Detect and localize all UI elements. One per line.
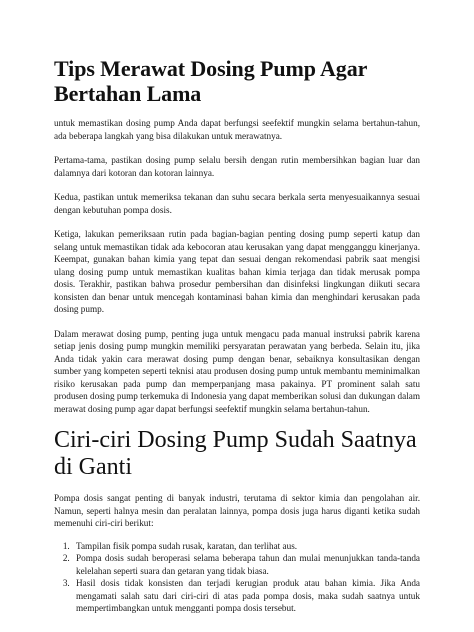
section-intro: Pompa dosis sangat penting di banyak industri, terutama di sektor kimia dan pengolahan air. Namun, seperti halnya mesin dan peralatan lainnya, pompa dosis juga harus diganti ketika sudah memenuhi ciri-ciri berikut:	[54, 493, 420, 528]
paragraph-second: Kedua, pastikan untuk memeriksa tekanan dan suhu secara berkala serta menyesuaikannya sesuai dengan kebutuhan pompa dosis.	[54, 192, 420, 215]
section-title: Ciri-ciri Dosing Pump Sudah Saatnya di Ganti	[54, 427, 417, 480]
article-title: Tips Merawat Dosing Pump Agar Bertahan Lama	[54, 56, 367, 106]
signs-list	[54, 540, 420, 615]
list-item: 1. Tampilan fisik pompa sudah rusak, karatan, dan terlihat aus.	[72, 540, 420, 553]
paragraph-manual: Dalam merawat dosing pump, penting juga untuk mengacu pada manual instruksi pabrik karena setiap jenis dosing pump mungkin memiliki persyaratan perawatan yang berbeda. Selain itu, jika Anda tidak yakin cara merawat dosing pump dengan benar, sebaiknya konsultasikan dengan sumber yang kompeten seperti teknisi atau produsen dosing pump untuk membantu meminimalkan risiko kerusakan pada pump dan memperpanjang masa pakainya. PT prominent salah satu produsen dosing pump terkemuka di Indonesia yang dapat memberikan solusi dan dukungan dalam merawat dosing pump agar dapat berfungsi seefektif mungkin selama bertahun-tahun.	[54, 328, 420, 414]
list-item: 3. Hasil dosis tidak konsisten dan terjadi kerugian produk atau bahan kimia. Jika Anda mengamati salah satu dari ciri-ciri di atas pada pompa dosis, maka sudah saatnya untuk mempertimbangkan untuk mengganti pompa dosis tersebut.	[72, 577, 420, 615]
list-item: 2. Pompa dosis sudah beroperasi selama beberapa tahun dan mulai menunjukkan tanda-tanda kelelahan seperti suara dan getaran yang tidak biasa.	[72, 552, 420, 577]
document-page	[54, 56, 420, 615]
paragraph-first: Pertama-tama, pastikan dosing pump selalu bersih dengan rutin membersihkan bagian luar dan dalamnya dari kotoran dan kotoran lainnya.	[54, 155, 420, 178]
paragraph-intro: untuk memastikan dosing pump Anda dapat berfungsi seefektif mungkin selama bertahun-tahun, ada beberapa langkah yang bisa dilakukan untuk merawatnya.	[54, 118, 420, 141]
paragraph-third: Ketiga, lakukan pemeriksaan rutin pada bagian-bagian penting dosing pump seperti katup dan selang untuk memastikan tidak ada kebocoran atau kerusakan yang dapat mengganggu kinerjanya. Keempat, gunakan bahan kimia yang tepat dan sesuai dengan rekomendasi pabrik saat mengisi ulang dosing pump untuk memastikan kualitas bahan kimia terjaga dan tidak merusak pompa dosis. Terakhir, pastikan bahwa prosedur pembersihan dan disinfeksi lingkungan diikuti secara konsisten dan benar untuk mencegah kontaminasi bahan kimia dan menghindari kerusakan pada dosing pump.	[54, 229, 420, 314]
